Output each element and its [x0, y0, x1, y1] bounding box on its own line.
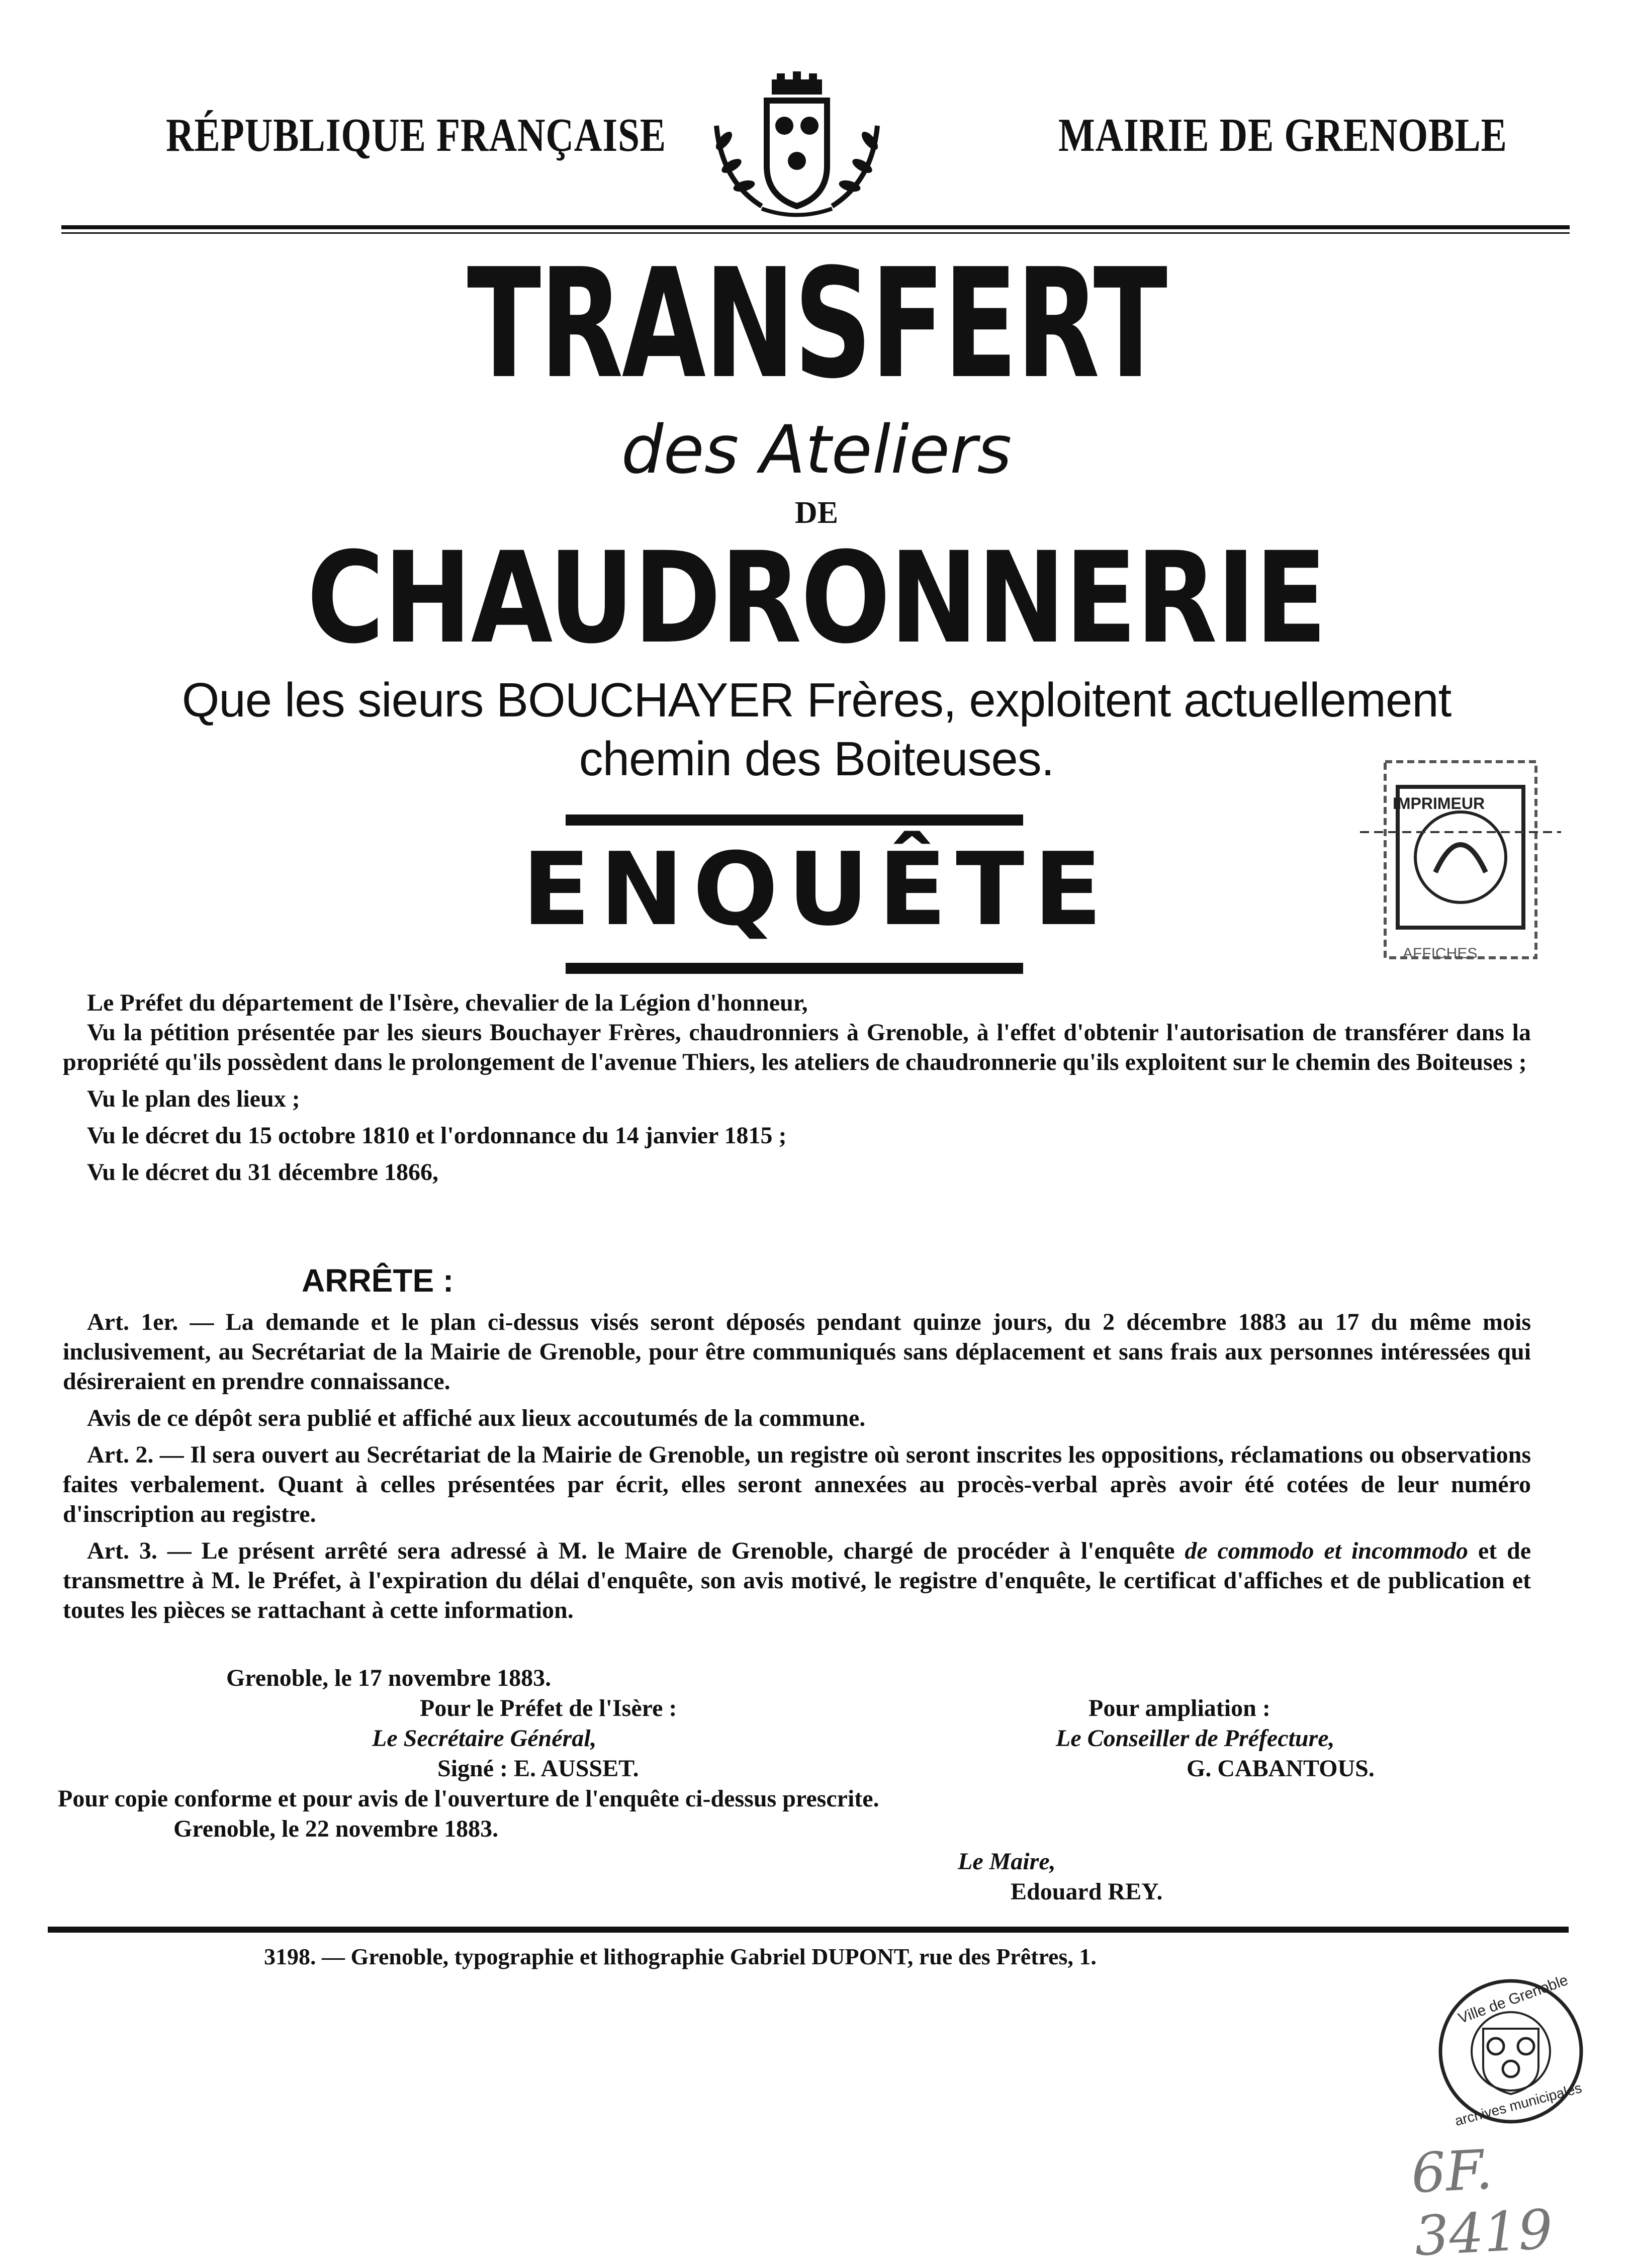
- enquete-rule-bottom: [566, 963, 1023, 974]
- archives-stamp-bottom: archives municipales: [1453, 2079, 1584, 2129]
- header-right: MAIRIE DE GRENOBLE: [1058, 109, 1507, 161]
- signature-signe: Signé : E. AUSSET.: [437, 1755, 639, 1782]
- tax-stamp-bottom: AFFICHES: [1403, 945, 1478, 962]
- article-1: Art. 1er. — La demande et le plan ci-dessus visés seront déposés pendant quinze jours, du 2 décembre 1883 au 17 du même mois inclusivement, au Secrétariat de la Mairie de Grenoble, pour être communiqués sans déplacement et sans frais aux personnes intéressées qui désireraient en prendre connaissance.: [63, 1309, 1531, 1395]
- article-3: [63, 1536, 1531, 1625]
- article-3-part-b: et de transmettre à M. le Préfet, à l'expiration du délai d'enquête, son avis motivé, le registre d'enquête, le certificat d'affiches et de publication et toutes les pièces se rattachant à cette information.: [63, 1537, 1531, 1623]
- enquete-rule-top: [566, 814, 1023, 826]
- intro-decret-1866: Vu le décret du 31 décembre 1866,: [87, 1159, 439, 1186]
- title-transfert: TRANSFERT: [467, 236, 1166, 412]
- shelfmark: 6F. 3419: [1409, 2138, 1555, 2268]
- signature-date-2: Grenoble, le 22 novembre 1883.: [173, 1816, 499, 1842]
- signature-copie: Pour copie conforme et pour avis de l'ouverture de l'enquête ci-dessus prescrite.: [58, 1785, 879, 1812]
- article-2: Art. 2. — Il sera ouvert au Secrétariat de la Mairie de Grenoble, un registre où seront inscrites les oppositions, réclamations ou observations faites verbalement. Quant à celles présentées par écrit, elles seront annexées au procès-verbal après avoir été cotées de leur numéro d'inscription au registre.: [63, 1441, 1531, 1527]
- article-avis: Avis de ce dépôt sera publié et affiché aux lieux accoutumés de la commune.: [87, 1405, 866, 1431]
- intro-plan: Vu le plan des lieux ;: [87, 1085, 300, 1112]
- signature-conseiller: Le Conseiller de Préfecture,: [1056, 1725, 1335, 1752]
- signature-secretaire: Le Secrétaire Général,: [372, 1725, 597, 1752]
- archives-stamp-top: Ville de Grenoble: [1456, 1971, 1571, 2027]
- title-chaudronnerie: CHAUDRONNERIE: [307, 525, 1326, 671]
- body-articles: [63, 1307, 1531, 1625]
- tax-stamp-top: IMPRIMEUR: [1393, 794, 1485, 812]
- arrete-heading: ARRÊTE :: [302, 1262, 454, 1299]
- tax-stamp-icon: [1360, 757, 1561, 968]
- header-rule: [61, 225, 1570, 229]
- signature-date-1: Grenoble, le 17 novembre 1883.: [226, 1665, 552, 1691]
- signature-maire: Le Maire,: [958, 1848, 1056, 1875]
- signature-cabantous: G. CABANTOUS.: [1187, 1755, 1375, 1782]
- body-intro: [63, 988, 1531, 1187]
- footer-imprint: 3198. — Grenoble, typographie et lithographie Gabriel DUPONT, rue des Prêtres, 1.: [264, 1944, 1097, 1969]
- header-rule-thin: [61, 232, 1570, 234]
- article-3-part-a: Art. 3. — Le présent arrêté sera adressé à M. le Maire de Grenoble, chargé de procéder à l'enquête: [87, 1537, 1185, 1564]
- title-enquete: ENQUÊTE: [521, 831, 1112, 948]
- grenoble-coat-of-arms-icon: [701, 70, 892, 221]
- intro-decret-1810: Vu le décret du 15 octobre 1810 et l'ordonnance du 14 janvier 1815 ;: [87, 1122, 787, 1149]
- header-left: RÉPUBLIQUE FRANÇAISE: [166, 109, 667, 161]
- signature-pour-prefet: Pour le Préfet de l'Isère :: [420, 1695, 677, 1721]
- intro-prefet: Le Préfet du département de l'Isère, chevalier de la Légion d'honneur,: [87, 989, 808, 1016]
- signature-ampliation: Pour ampliation :: [1088, 1695, 1271, 1721]
- title-subtitle-1: Que les sieurs BOUCHAYER Frères, exploitent actuellement: [182, 673, 1451, 727]
- title-subtitle-2: chemin des Boiteuses.: [579, 732, 1054, 786]
- signature-maire-name: Edouard REY.: [1011, 1878, 1163, 1905]
- title-de: DE: [794, 496, 839, 530]
- article-3-italic: de commodo et incommodo: [1185, 1537, 1468, 1564]
- title-des-ateliers: des Ateliers: [621, 411, 1012, 489]
- intro-petition: Vu la pétition présentée par les sieurs Bouchayer Frères, chaudronniers à Grenoble, à l'effet d'obtenir l'autorisation de transférer dans la propriété qu'ils possèdent dans le prolongement de l'avenue Thiers, les ateliers de chaudronnerie qu'ils exploitent sur le chemin des Boiteuses ;: [63, 1019, 1531, 1075]
- footer-rule: [48, 1927, 1569, 1933]
